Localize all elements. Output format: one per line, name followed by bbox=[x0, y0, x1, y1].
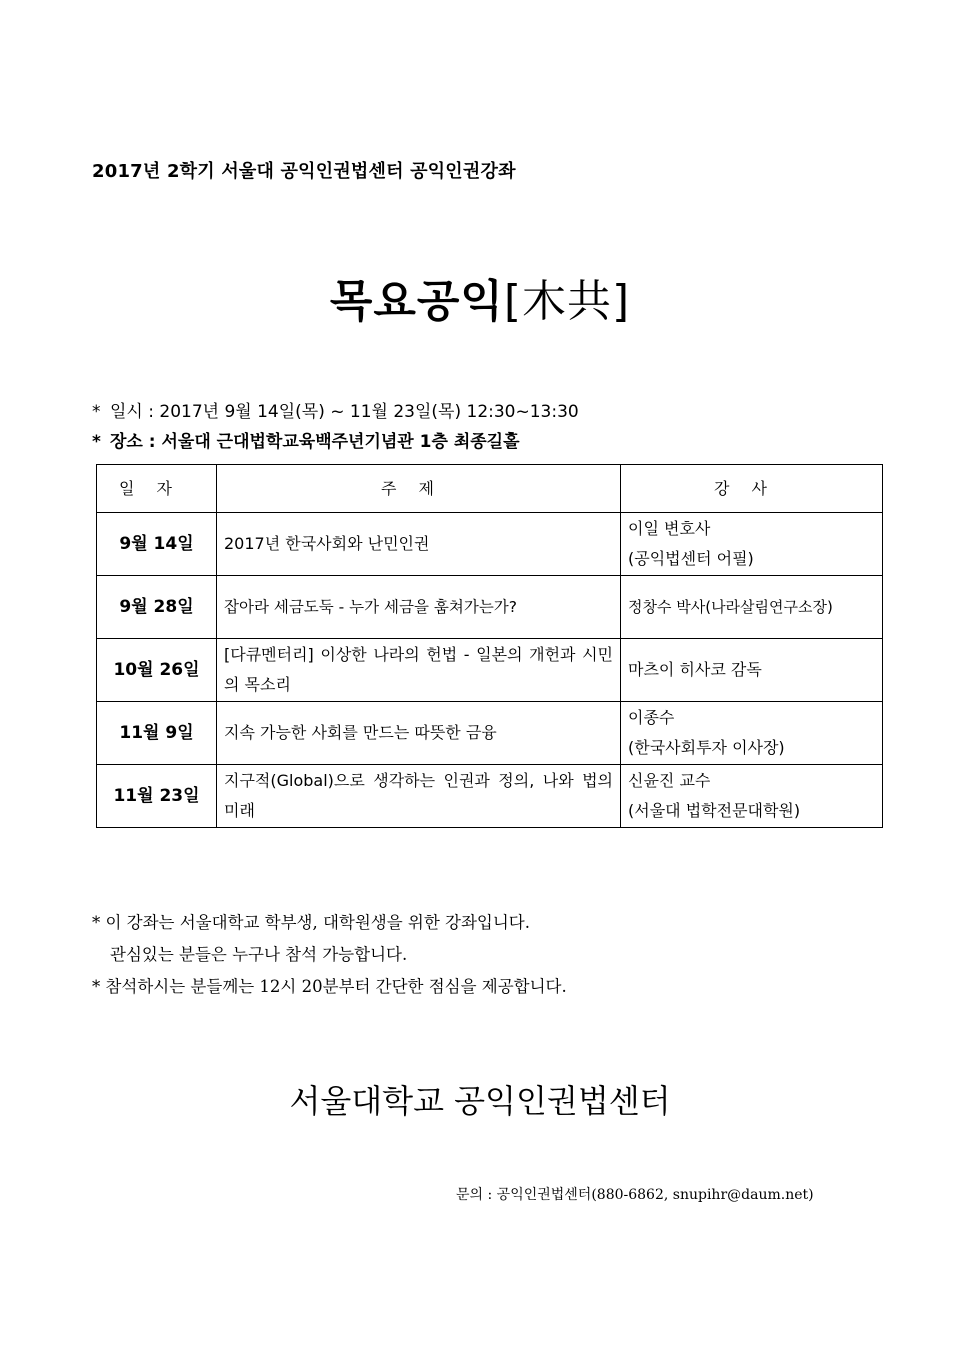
place-text: 장소 : 서울대 근대법학교육백주년기념관 1층 최종길홀 bbox=[110, 432, 520, 452]
speaker-affiliation: (한국사회투자 이사장) bbox=[628, 738, 785, 757]
row-topic: 지구적(Global)으로 생각하는 인권과 정의, 나와 법의 미래 bbox=[217, 765, 621, 828]
note-lunch: * 참석하시는 분들께는 12시 20분부터 간단한 점심을 제공합니다. bbox=[92, 977, 567, 996]
table-row bbox=[97, 765, 883, 828]
schedule-table bbox=[96, 464, 883, 828]
organization-name: 서울대학교 공익인권법센터 bbox=[289, 1082, 671, 1120]
row-topic: [다큐멘터리] 이상한 나라의 헌법 - 일본의 개헌과 시민의 목소리 bbox=[217, 639, 621, 702]
table-row bbox=[97, 576, 883, 639]
speaker-name: 이종수 bbox=[628, 708, 675, 727]
speaker-affiliation: (서울대 법학전문대학원) bbox=[628, 801, 801, 820]
table-row bbox=[97, 639, 883, 702]
title-hanja: [木共] bbox=[503, 276, 631, 327]
row-date: 10월 26일 bbox=[97, 639, 217, 702]
note-audience: * 이 강좌는 서울대학교 학부생, 대학원생을 위한 강좌입니다. bbox=[92, 913, 530, 932]
bullet-icon: * bbox=[92, 432, 101, 452]
row-speaker bbox=[621, 639, 883, 702]
row-speaker bbox=[621, 513, 883, 576]
speaker-name: 정창수 박사(나라살림연구소장) bbox=[628, 598, 833, 616]
contact-info: 문의 : 공익인권법센터(880-6862, snupihr@daum.net) bbox=[456, 1187, 814, 1203]
row-speaker bbox=[621, 765, 883, 828]
row-date: 9월 28일 bbox=[97, 576, 217, 639]
row-speaker bbox=[621, 576, 883, 639]
table-header-row bbox=[97, 465, 883, 513]
row-topic: 잡아라 세금도둑 - 누가 세금을 훔쳐가는가? bbox=[217, 576, 621, 639]
row-date: 11월 23일 bbox=[97, 765, 217, 828]
row-speaker bbox=[621, 702, 883, 765]
speaker-name: 마츠이 히사코 감독 bbox=[628, 660, 762, 679]
speaker-name: 이일 변호사 bbox=[628, 519, 711, 538]
title-main: 목요공익 bbox=[329, 276, 504, 327]
speaker-name: 신윤진 교수 bbox=[628, 771, 711, 790]
bullet-icon: * bbox=[92, 402, 101, 422]
header-speaker: 강사 bbox=[621, 465, 883, 513]
row-date: 11월 9일 bbox=[97, 702, 217, 765]
event-subtitle: 2017년 2학기 서울대 공익인권법센터 공익인권강좌 bbox=[92, 161, 516, 182]
datetime-text: 일시 : 2017년 9월 14일(목) ~ 11월 23일(목) 12:30~13:30 bbox=[110, 402, 579, 422]
page-title bbox=[0, 265, 960, 329]
table-row bbox=[97, 702, 883, 765]
row-topic: 2017년 한국사회와 난민인권 bbox=[217, 513, 621, 576]
info-datetime bbox=[92, 397, 579, 422]
speaker-affiliation: (공익법센터 어필) bbox=[628, 549, 754, 568]
row-topic: 지속 가능한 사회를 만드는 따뜻한 금융 bbox=[217, 702, 621, 765]
table-row bbox=[97, 513, 883, 576]
info-place bbox=[92, 427, 520, 452]
row-date: 9월 14일 bbox=[97, 513, 217, 576]
header-topic: 주제 bbox=[217, 465, 621, 513]
header-date: 일자 bbox=[97, 465, 217, 513]
note-open: 관심있는 분들은 누구나 참석 가능합니다. bbox=[110, 945, 408, 964]
